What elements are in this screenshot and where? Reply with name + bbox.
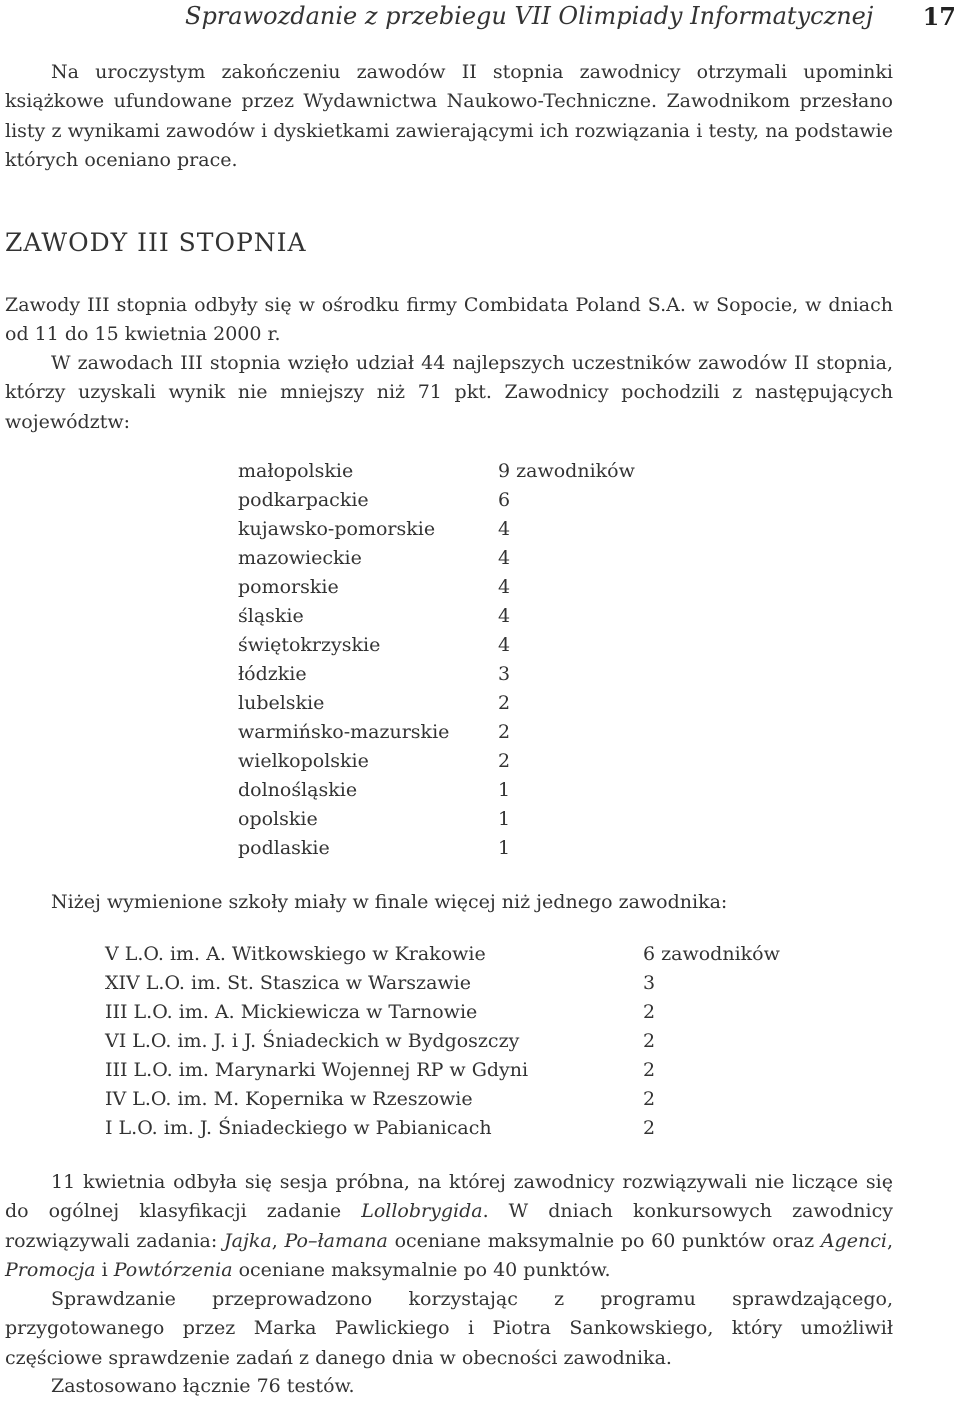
tasks-text-2: . W dniach konkursowych zawodnicy rozwiązywali zadania:	[5, 1200, 893, 1252]
voivodeship-row	[238, 834, 635, 863]
voivodeship-table	[238, 457, 635, 863]
tasks-sep-2: ,	[886, 1229, 894, 1252]
school-row-count: 6 zawodników	[643, 943, 780, 965]
schools-table	[105, 940, 780, 1143]
tasks-text-3: oceniane maksymalnie po 60 punktów oraz	[387, 1229, 821, 1252]
school-row	[105, 1056, 780, 1085]
school-row-count: 2	[643, 1059, 656, 1081]
voivodeship-row	[238, 544, 635, 573]
voivodeship-row	[238, 718, 635, 747]
paragraph-venue: Zawody III stopnia odbyły się w ośrodku firmy Combidata Poland S.A. w Sopocie, w dniach od 11 do 15 kwietnia 2000 r.	[5, 294, 893, 346]
intro-paragraph: Na uroczystym zakończeniu zawodów II stopnia zawodnicy otrzymali upominki książkowe ufundowane przez Wydawnictwa Naukowo-Techniczne. Zawodnikom przesłano listy z wynikami zawodów i dyskietkami zawierającymi ich rozwiązania i testy, na podstawie których oceniano prace.	[5, 61, 893, 171]
tasks-text-4: oceniane maksymalnie po 40 punktów.	[232, 1258, 611, 1281]
task-name-trial: Lollobrygida	[361, 1200, 483, 1223]
voivodeship-row-count: 4	[498, 605, 511, 627]
voivodeship-row-count: 3	[498, 663, 511, 685]
voivodeship-row-count: 1	[498, 808, 511, 830]
voivodeship-row	[238, 573, 635, 602]
voivodeship-row-name: podkarpackie	[238, 489, 369, 511]
paragraph-tasks	[5, 1168, 893, 1285]
task-name-2: Po–łamana	[284, 1229, 388, 1252]
school-row-count: 2	[643, 1030, 656, 1052]
voivodeship-row-name: lubelskie	[238, 692, 325, 714]
voivodeship-row-count: 6	[498, 489, 511, 511]
task-name-1: Jajka	[224, 1229, 272, 1252]
voivodeship-row-count: 4	[498, 576, 511, 598]
voivodeship-row-count: 2	[498, 692, 511, 714]
voivodeship-row	[238, 689, 635, 718]
schools-intro: Niżej wymienione szkoły miały w finale więcej niż jednego zawodnika:	[51, 891, 728, 913]
paragraph-participants: W zawodach III stopnia wzięło udział 44 najlepszych uczestników zawodów II stopnia, którzy uzyskali wynik nie mniejszy niż 71 pkt. Zawodnicy pochodzili z następujących województw:	[5, 352, 893, 433]
task-name-4: Promocja	[5, 1258, 96, 1281]
voivodeship-row	[238, 805, 635, 834]
voivodeship-row	[238, 457, 635, 486]
school-row-name: III L.O. im. Marynarki Wojennej RP w Gdyni	[105, 1059, 529, 1081]
tasks-text-1: 11 kwietnia odbyła się sesja próbna, na której zawodnicy rozwiązywali nie liczące się do ogólnej klasyfikacji zadanie	[5, 1171, 893, 1223]
school-row	[105, 1114, 780, 1143]
voivodeship-row-name: świętokrzyskie	[238, 634, 381, 656]
voivodeship-row-name: opolskie	[238, 808, 318, 830]
school-row	[105, 969, 780, 998]
voivodeship-row-count: 2	[498, 721, 511, 743]
voivodeship-row-name: dolnośląskie	[238, 779, 358, 801]
school-row	[105, 998, 780, 1027]
school-row-count: 2	[643, 1088, 656, 1110]
running-header	[0, 0, 960, 40]
school-row-name: III L.O. im. A. Mickiewicza w Tarnowie	[105, 1001, 478, 1023]
voivodeship-row	[238, 776, 635, 805]
tasks-sep-3: i	[95, 1258, 114, 1281]
voivodeship-row-count: 1	[498, 837, 511, 859]
school-row-count: 3	[643, 972, 656, 994]
school-row	[105, 940, 780, 969]
page-number: 17	[922, 2, 956, 31]
task-name-3: Agenci	[820, 1229, 887, 1252]
voivodeship-row	[238, 631, 635, 660]
voivodeship-row-count: 4	[498, 547, 511, 569]
voivodeship-row-name: wielkopolskie	[238, 750, 369, 772]
task-name-5: Powtórzenia	[113, 1258, 233, 1281]
voivodeship-row-count: 4	[498, 634, 511, 656]
school-row	[105, 1085, 780, 1114]
school-row-name: XIV L.O. im. St. Staszica w Warszawie	[105, 972, 471, 994]
tasks-sep-1: ,	[271, 1229, 285, 1252]
voivodeship-row-count: 1	[498, 779, 511, 801]
school-row	[105, 1027, 780, 1056]
paragraph-tests: Zastosowano łącznie 76 testów.	[51, 1375, 355, 1397]
school-row-name: VI L.O. im. J. i J. Śniadeckich w Bydgoszczy	[105, 1030, 520, 1052]
voivodeship-row-name: śląskie	[238, 605, 304, 627]
voivodeship-row-name: pomorskie	[238, 576, 339, 598]
voivodeship-row-count: 4	[498, 518, 511, 540]
voivodeship-row-name: kujawsko-pomorskie	[238, 518, 436, 540]
voivodeship-row-name: mazowieckie	[238, 547, 362, 569]
section-heading: ZAWODY III STOPNIA	[5, 228, 307, 257]
voivodeship-row	[238, 515, 635, 544]
voivodeship-row-name: małopolskie	[238, 460, 354, 482]
voivodeship-row-name: warmińsko-mazurskie	[238, 721, 450, 743]
school-row-count: 2	[643, 1117, 656, 1139]
school-row-count: 2	[643, 1001, 656, 1023]
voivodeship-row-name: podlaskie	[238, 837, 330, 859]
running-title: Sprawozdanie z przebiegu VII Olimpiady Informatycznej	[185, 2, 874, 30]
school-row-name: IV L.O. im. M. Kopernika w Rzeszowie	[105, 1088, 473, 1110]
voivodeship-row	[238, 747, 635, 776]
voivodeship-row	[238, 602, 635, 631]
voivodeship-row	[238, 660, 635, 689]
school-row-name: I L.O. im. J. Śniadeckiego w Pabianicach	[105, 1117, 492, 1139]
school-row-name: V L.O. im. A. Witkowskiego w Krakowie	[105, 943, 486, 965]
voivodeship-row-name: łódzkie	[238, 663, 307, 685]
voivodeship-row	[238, 486, 635, 515]
voivodeship-row-count: 9 zawodników	[498, 460, 635, 482]
paragraph-checking: Sprawdzanie przeprowadzono korzystając z programu sprawdzającego, przygotowanego przez Marka Pawlickiego i Piotra Sankowskiego, który umożliwił częściowe sprawdzenie zadań z danego dnia w obecności zawodnika.	[5, 1288, 893, 1369]
voivodeship-row-count: 2	[498, 750, 511, 772]
